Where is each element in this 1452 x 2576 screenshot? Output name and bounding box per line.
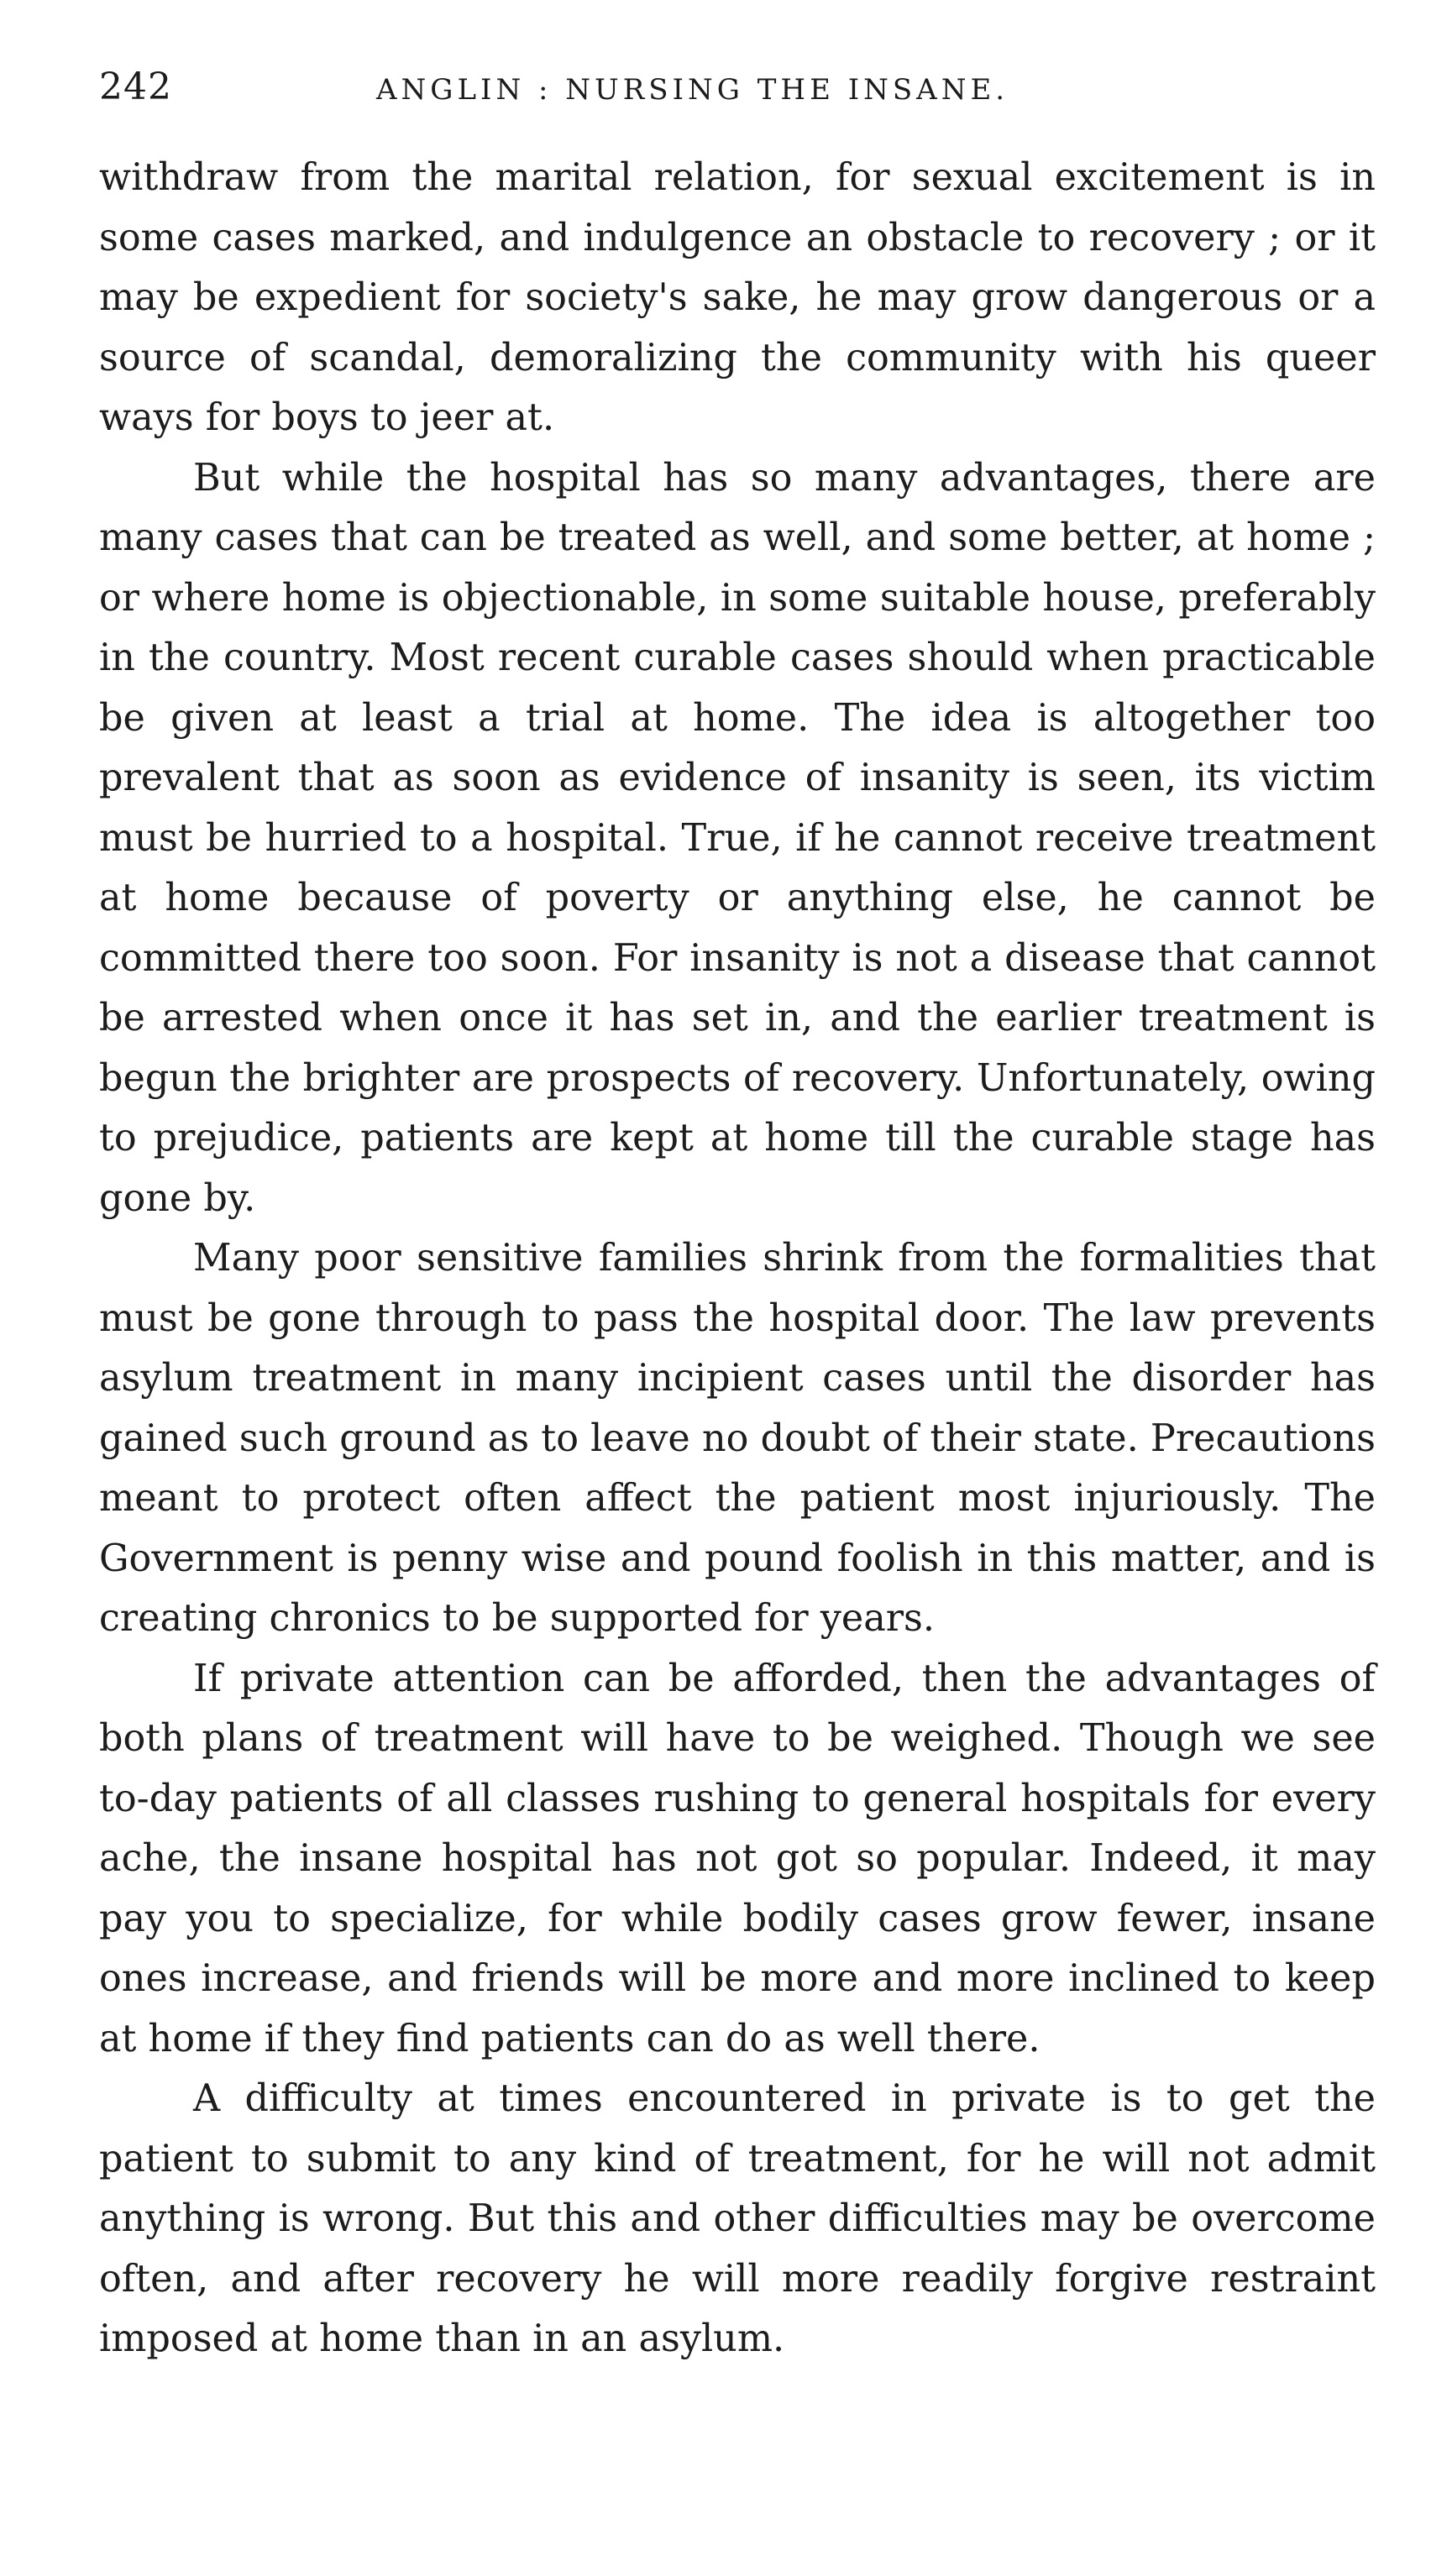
running-title: ANGLIN : NURSING THE INSANE. bbox=[376, 73, 1009, 107]
running-head bbox=[99, 65, 1376, 124]
paragraph: If private attention can be afforded, then the advantages of both plans of treatment will have to be weighed. Though we see to-day patients of all classes rushing to general hospitals for every ache, the insane hospital has not got so popular. Indeed, it may pay you to specialize, for while bodily cases grow fewer, insane ones increase, and friends will be more and more inclined to keep at home if they find patients can do as well there. bbox=[99, 1657, 1376, 2060]
book-page bbox=[99, 65, 1376, 2369]
page-number: 242 bbox=[99, 65, 172, 108]
paragraph: But while the hospital has so many advantages, there are many cases that can be treated as well, and some better, at home ; or where home is objectionable, in some suitable house, preferably in the country. Most recent curable cases should when practicable be given at least a trial at home. The idea is altogether too prevalent that as soon as evidence of insanity is seen, its victim must be hurried to a hospital. True, if he cannot receive treatment at home because of poverty or anything else, he cannot be committed there too soon. For insanity is not a disease that cannot be arrested when once it has set in, and the earlier treatment is begun the brighter are prospects of recovery. Unfortunately, owing to prejudice, patients are kept at home till the curable stage has gone by. bbox=[99, 456, 1376, 1220]
body-text bbox=[99, 148, 1376, 2369]
paragraph: withdraw from the marital relation, for sexual excitement is in some cases marked, and indulgence an obstacle to recovery ; or it may be expedient for society's sake, he may grow dangerous or a source of scandal, demoralizing the community with his queer ways for boys to jeer at. bbox=[99, 156, 1376, 439]
paragraph: A difficulty at times encountered in private is to get the patient to submit to any kind of treatment, for he will not admit anything is wrong. But this and other difficulties may be overcome often, and after recovery he will more readily forgive restraint imposed at home than in an asylum. bbox=[99, 2077, 1376, 2360]
paragraph: Many poor sensitive families shrink from the formalities that must be gone through to pass the hospital door. The law prevents asylum treatment in many incipient cases until the disorder has gained such ground as to leave no doubt of their state. Precautions meant to protect often affect the patient most injuriously. The Government is penny wise and pound foolish in this matter, and is creating chronics to be supported for years. bbox=[99, 1237, 1376, 1640]
